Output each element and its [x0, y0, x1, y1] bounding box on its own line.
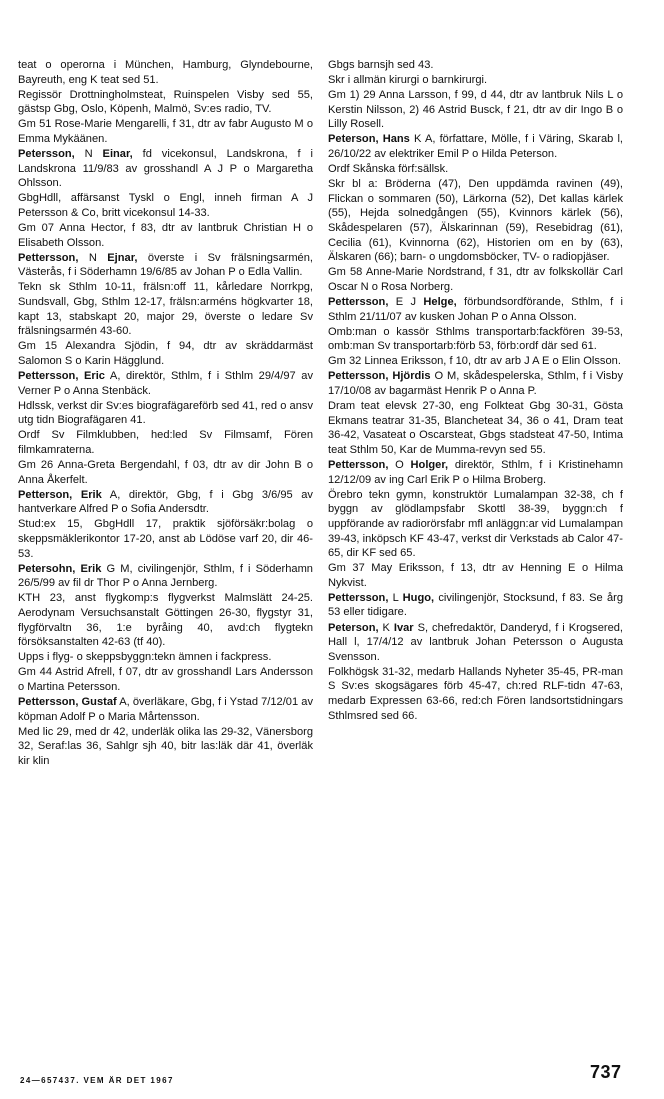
entry-name-heading: Holger, [410, 459, 449, 472]
entry-text: teat o operorna i München, Hamburg, Glyndebourne, Bayreuth, eng K teat sed 51. [18, 59, 313, 86]
entry-text: förbundsordförande, Sthlm, f i Sthlm 21/11/07 av kusken Johan P o Anna Olsson. [328, 296, 623, 323]
entry-paragraph [328, 488, 623, 561]
entry-text: Skr bl a: Bröderna (47), Den uppdämda ravinen (49), Flickan o sommaren (50), Lärkorna (52), Det kallas kärlek (55), Hejda solnedgången (55), Kvinnors kärlek (56), Skådespelaren (57), Älskarinnan (59), Resebidrag (61), Cecilia (61), Kvinnorna (62), Historien om en by (63), Älskaren (66); barn- o ungdomsböcker, TV- o radiopjäser. [328, 178, 623, 264]
entry-paragraph [18, 280, 313, 338]
entry-paragraph [328, 369, 623, 398]
entry-paragraph [18, 562, 313, 591]
entry-text: Örebro tekn gymn, konstruktör Lumalampan 32-38, ch f byggn av glödlampsfabr Skottl 38-39, byggn:ch f uppförande av radiorörsfabr mfl anläggn:ar vid Lumalampan 39-43, inköpsch KF 43-47, verkst dir Verkstads ab Calor 47-65, dir KF sed 65. [328, 488, 623, 560]
entry-paragraph [328, 665, 623, 723]
entry-paragraph [328, 58, 623, 73]
entry-text: överste i Sv frälsningsarmén, Västerås, f i Söderhamn 19/6/85 av Johan P o Edla Vallin. [18, 251, 313, 279]
entry-text: Ordf Skånska förf:sällsk. [328, 163, 449, 176]
entry-name-heading: Pettersson, [18, 251, 79, 264]
entry-paragraph [18, 650, 313, 665]
entry-text: K [378, 621, 394, 634]
entry-paragraph [328, 354, 623, 369]
entry-paragraph [328, 88, 623, 132]
entry-paragraph [18, 88, 313, 117]
entry-text: Omb:man o kassör Sthlms transportarb:fackfören 39-53, omb:man Sv transportarb:förb 53, förb:ordf där sed 61. [328, 325, 623, 353]
entry-text: Gm 1) 29 Anna Larsson, f 99, d 44, dtr av lantbruk Nils L o Kerstin Nilsson, 2) 46 Astrid Busck, f 21, dtr av dir Ingo B o Lilly Rosell. [328, 89, 623, 131]
entry-paragraph [328, 561, 623, 590]
entry-text: Gm 44 Astrid Afrell, f 07, dtr av grosshandl Lars Andersson o Martina Petersson. [18, 666, 313, 693]
entry-name-heading: Hugo, [402, 591, 435, 604]
entry-name-heading: Pettersson, [328, 459, 389, 472]
entry-name-heading: Petterson, Erik [18, 488, 102, 501]
entry-text: Gm 51 Rose-Marie Mengarelli, f 31, dtr av fabr Augusto M o Emma Mykäänen. [18, 118, 313, 145]
entry-text: Upps i flyg- o skeppsbyggn:tekn ämnen i fackpress. [18, 651, 272, 664]
entry-paragraph [328, 265, 623, 294]
entry-paragraph [18, 399, 313, 428]
entry-text: O M, skådespelerska, Sthlm, f i Visby 17/10/08 av bagarmäst Henrik P o Anna P. [328, 370, 624, 398]
entry-paragraph [328, 621, 623, 665]
entry-text: fd vicekonsul, Landskrona, f i Landskrona 11/9/83 av grosshandl A J P o Margaretha Ohlsson. [18, 148, 313, 190]
entry-paragraph [18, 369, 313, 398]
entry-text: Med lic 29, med dr 42, underläk olika las 29-32, Vänersborg 32, Seraf:las 36, Sahlgr sjh 40, bitr las:läk där 41, överläk kir klin [18, 725, 313, 767]
entry-text: A, överläkare, Gbg, f i Ystad 7/12/01 av köpman Adolf P o Maria Mårtensson. [18, 696, 313, 723]
entry-name-heading: Ejnar, [107, 251, 138, 264]
entry-paragraph [18, 191, 313, 220]
page-number: 737 [590, 1062, 622, 1082]
entry-paragraph [18, 428, 313, 457]
entry-name-heading: Petersohn, Erik [18, 562, 102, 575]
right-column [328, 58, 623, 724]
entry-text: A, direktör, Sthlm, f i Sthlm 29/4/97 av Verner P o Anna Stenbäck. [18, 369, 313, 397]
entry-paragraph [328, 325, 623, 354]
entry-name-heading: Petersson, [18, 148, 75, 161]
entry-text: direktör, Sthlm, f i Kristinehamn 12/12/09 av ing Carl Erik P o Hilma Broberg. [328, 459, 624, 486]
entry-paragraph [18, 117, 313, 146]
entry-text: Gbgs barnsjh sed 43. [328, 59, 434, 71]
entry-text: KTH 23, anst flygkomp:s flygverkst Malmslätt 24-25. Aerodynam Versuchsanstalt Göttingen 26-30, flygstyr 31, flygförvaltn 36, 1:e byråing 40, avd:ch flygtekn försöksanstalten 42-63 (tf 40). [18, 592, 313, 649]
entry-name-heading: Peterson, [328, 621, 379, 634]
entry-paragraph [328, 458, 623, 487]
entry-paragraph [18, 665, 313, 694]
entry-text: G M, civilingenjör, Sthlm, f i Söderhamn 26/5/99 av fil dr Thor P o Anna Jernberg. [18, 562, 313, 590]
entry-paragraph [18, 725, 313, 769]
entry-paragraph [18, 58, 313, 87]
entry-text: Gm 07 Anna Hector, f 83, dtr av lantbruk Christian H o Elisabeth Olsson. [18, 222, 313, 249]
entry-name-heading: Ivar [393, 621, 414, 634]
entry-paragraph [18, 339, 313, 368]
entry-text: Gm 15 Alexandra Sjödin, f 94, dtr av skräddarmäst Salomon S o Karin Hägglund. [18, 340, 313, 367]
entry-name-heading: Pettersson, Hjördis [328, 370, 431, 383]
entry-text: S, chefredaktör, Danderyd, f i Krogsered, Hall l, 17/4/12 av lantbruk Johan Petersson o Augusta Svensson. [328, 621, 623, 663]
entry-text: L [388, 591, 403, 604]
entry-text: civilingenjör, Stocksund, f 83. Se årg 53 eller tidigare. [328, 591, 623, 619]
entry-text: GbgHdll, affärsanst Tyskl o Engl, inneh firman A J Petersson & Co, britt vicekonsul 14-33. [18, 192, 313, 219]
entry-name-heading: Einar, [102, 148, 133, 161]
entry-paragraph [328, 177, 623, 265]
entry-name-heading: Helge, [423, 296, 457, 308]
entry-text: Dram teat elevsk 27-30, eng Folkteat Gbg 30-31, Gösta Ekmans teatrar 31-35, Blancheteat 34, 36 o 41, Dram teat 36-42, Vasateat o Oscarsteat, Gbgs stadsteat 47-50, Intima teat Sthlm 50, Kar de Mumma-revyn sed 55. [328, 400, 623, 456]
entry-name-heading: Peterson, Hans [328, 133, 410, 146]
entry-name-heading: Pettersson, Eric [18, 369, 105, 382]
entry-paragraph [328, 132, 623, 161]
entry-text: Gm 26 Anna-Greta Bergendahl, f 03, dtr av dir John B o Anna Åkerfelt. [18, 459, 313, 486]
entry-text: Ordf Sv Filmklubben, hed:led Sv Filmsamf, Fören filmkamraterna. [18, 429, 313, 456]
entry-text: Gm 32 Linnea Eriksson, f 10, dtr av arb J A E o Elin Olsson. [328, 355, 621, 368]
entry-text: Gm 58 Anne-Marie Nordstrand, f 31, dtr av folkskollär Carl Oscar N o Rosa Norberg. [328, 266, 623, 293]
entry-paragraph [18, 517, 313, 561]
entry-paragraph [328, 591, 623, 620]
entry-paragraph [18, 591, 313, 649]
entry-paragraph [18, 458, 313, 487]
left-column [18, 58, 313, 769]
entry-paragraph [18, 147, 313, 191]
entry-paragraph [328, 295, 623, 324]
entry-text: Hdlssk, verkst dir Sv:es biografägareförb sed 41, red o ansv utg tidn Biografägaren 41. [18, 399, 313, 427]
entry-paragraph [18, 488, 313, 517]
entry-text: Tekn sk Sthlm 10-11, frälsn:off 11, kårledare Norrkpg, Sundsvall, Gbg, Sthlm 12-17, frälsn:arméns högkvarter 18, kapt 13, stabskapt 20, major 29, överste o ledare Sv frälsningsarmén 43-60. [18, 281, 313, 338]
entry-text: E J [388, 296, 424, 308]
entry-text: Skr i allmän kirurgi o barnkirurgi. [328, 74, 488, 87]
entry-paragraph [18, 251, 313, 280]
entry-name-heading: Pettersson, [328, 296, 389, 308]
entry-name-heading: Pettersson, Gustaf [18, 696, 117, 709]
entry-text: Folkhögsk 31-32, medarb Hallands Nyheter 35-45, PR-man S Sv:es skogsägares förb 45-47, ch:red RLF-tidn 47-63, medarb Expressen 63-66, red:ch Fören landsortstidningars Sthlmsred sed 66. [328, 665, 623, 722]
entry-text: Regissör Drottningholmsteat, Ruinspelen Visby sed 55, gästsp Gbg, Oslo, Köpenh, Malmö, Sv:es radio, TV. [18, 88, 313, 116]
entry-text: N [74, 148, 103, 161]
entry-text: A, direktör, Gbg, f i Gbg 3/6/95 av hantverkare Alfred P o Sofia Andersdtr. [18, 488, 313, 516]
entry-text: N [78, 251, 108, 264]
entry-paragraph [328, 399, 623, 457]
entry-text: O [388, 459, 411, 472]
entry-paragraph [328, 162, 623, 177]
footer-print-code: 24—657437. VEM ÄR DET 1967 [20, 1076, 174, 1085]
entry-paragraph [328, 73, 623, 88]
entry-text: Gm 37 May Eriksson, f 13, dtr av Henning E o Hilma Nykvist. [328, 562, 623, 589]
entry-paragraph [18, 221, 313, 250]
entry-text: K A, författare, Mölle, f i Väring, Skarab l, 26/10/22 av elektriker Emil P o Hilda Peterson. [328, 133, 623, 161]
entry-name-heading: Pettersson, [328, 591, 389, 604]
entry-paragraph [18, 695, 313, 724]
entry-text: Stud:ex 15, GbgHdll 17, praktik sjöförsäkr:bolag o skeppsmäklerikontor 17-20, anst ab Lödöse varf 20, dir 46-53. [18, 518, 313, 560]
